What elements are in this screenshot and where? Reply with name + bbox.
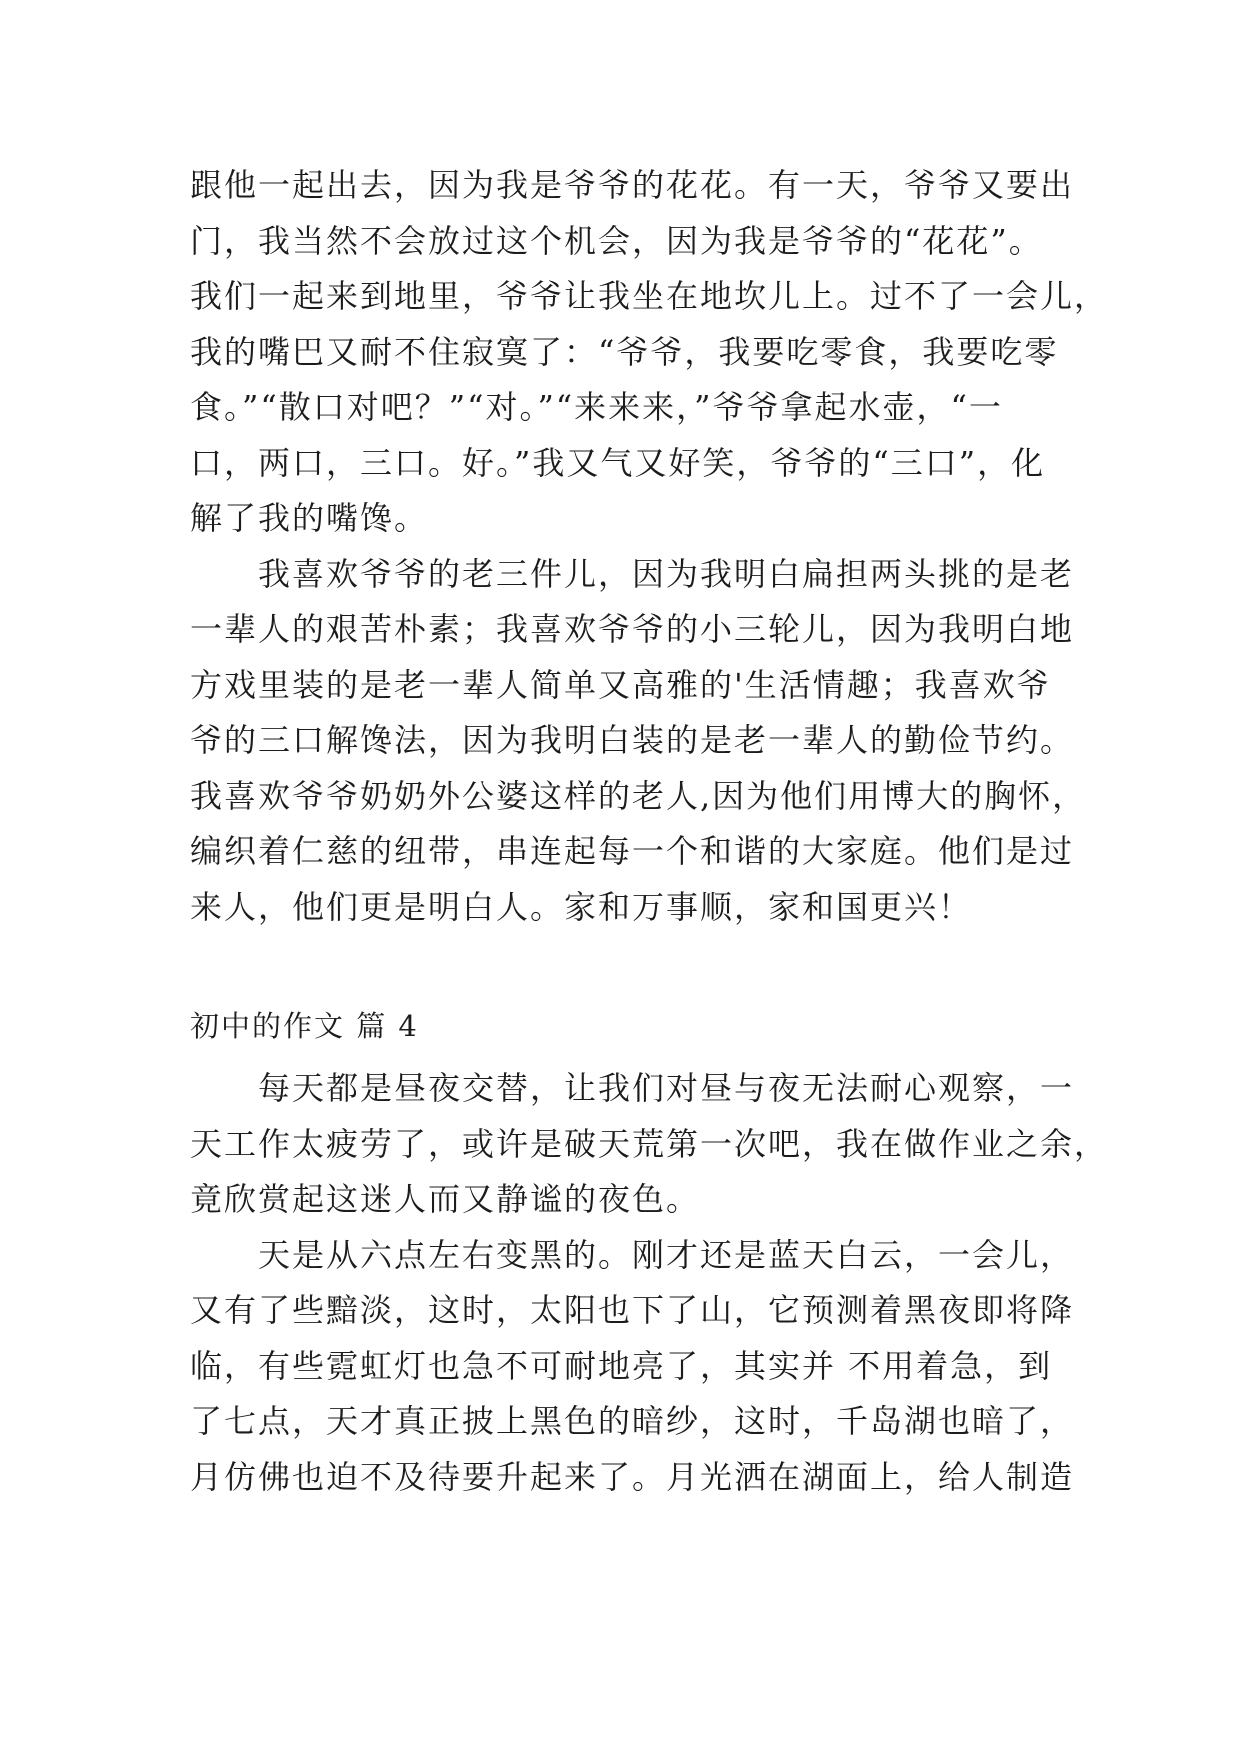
paragraph-line: 方戏里装的是老一辈人简单又高雅的'生活情趣；我喜欢爷 xyxy=(190,666,1051,704)
paragraph-line: 来人，他们更是明白人。家和万事顺，家和国更兴！ xyxy=(190,888,973,926)
paragraph-line: 我们一起来到地里，爷爷让我坐在地坎儿上。过不了一会儿， xyxy=(190,277,1109,315)
paragraph-line: 天工作太疲劳了，或许是破天荒第一次吧，我在做作业之余， xyxy=(190,1125,1109,1163)
paragraph-line: 天是从六点左右变黑的。刚才还是蓝天白云，一会儿， xyxy=(258,1236,1075,1274)
paragraph-line: 一辈人的艰苦朴素；我喜欢爷爷的小三轮儿，因为我明白地 xyxy=(190,610,1075,648)
paragraph-line: 爷的三口解馋法，因为我明白装的是老一辈人的勤俭节约。 xyxy=(190,721,1075,759)
paragraph-line: 每天都是昼夜交替，让我们对昼与夜无法耐心观察，一 xyxy=(258,1069,1075,1107)
paragraph-line: 竟欣赏起这迷人而又静谧的夜色。 xyxy=(190,1180,701,1218)
paragraph-line: 临，有些霓虹灯也急不可耐地亮了，其实并 不用着急，到 xyxy=(190,1347,1053,1385)
paragraph-line: 门，我当然不会放过这个机会，因为我是爷爷的“花花”。 xyxy=(190,222,1043,260)
paragraph-line: 解了我的嘴馋。 xyxy=(190,499,429,537)
section-heading: 初中的作文 篇 4 xyxy=(190,1009,419,1043)
paragraph-line: 食。”“散口对吧？”“对。”“来来来，”爷爷拿起水壶，“一 xyxy=(190,388,1003,426)
paragraph-line: 编织着仁慈的纽带，串连起每一个和谐的大家庭。他们是过 xyxy=(190,832,1075,870)
paragraph-line: 我的嘴巴又耐不住寂寞了：“爷爷，我要吃零食，我要吃零 xyxy=(190,333,1059,371)
paragraph-line: 我喜欢爷爷的老三件儿，因为我明白扁担两头挑的是老 xyxy=(258,555,1075,593)
paragraph-line: 跟他一起出去，因为我是爷爷的花花。有一天，爷爷又要出 xyxy=(190,166,1075,204)
paragraph-line: 了七点，天才真正披上黑色的暗纱，这时，千岛湖也暗了， xyxy=(190,1402,1075,1440)
paragraph-line: 我喜欢爷爷奶奶外公婆这样的老人,因为他们用博大的胸怀， xyxy=(190,777,1087,815)
paragraph-line: 口，两口，三口。好。”我又气又好笑，爷爷的“三口”，化 xyxy=(190,444,1046,482)
paragraph-line: 又有了些黯淡，这时，太阳也下了山，它预测着黑夜即将降 xyxy=(190,1291,1075,1329)
paragraph-line: 月仿佛也迫不及待要升起来了。月光洒在湖面上，给人制造 xyxy=(190,1458,1075,1496)
